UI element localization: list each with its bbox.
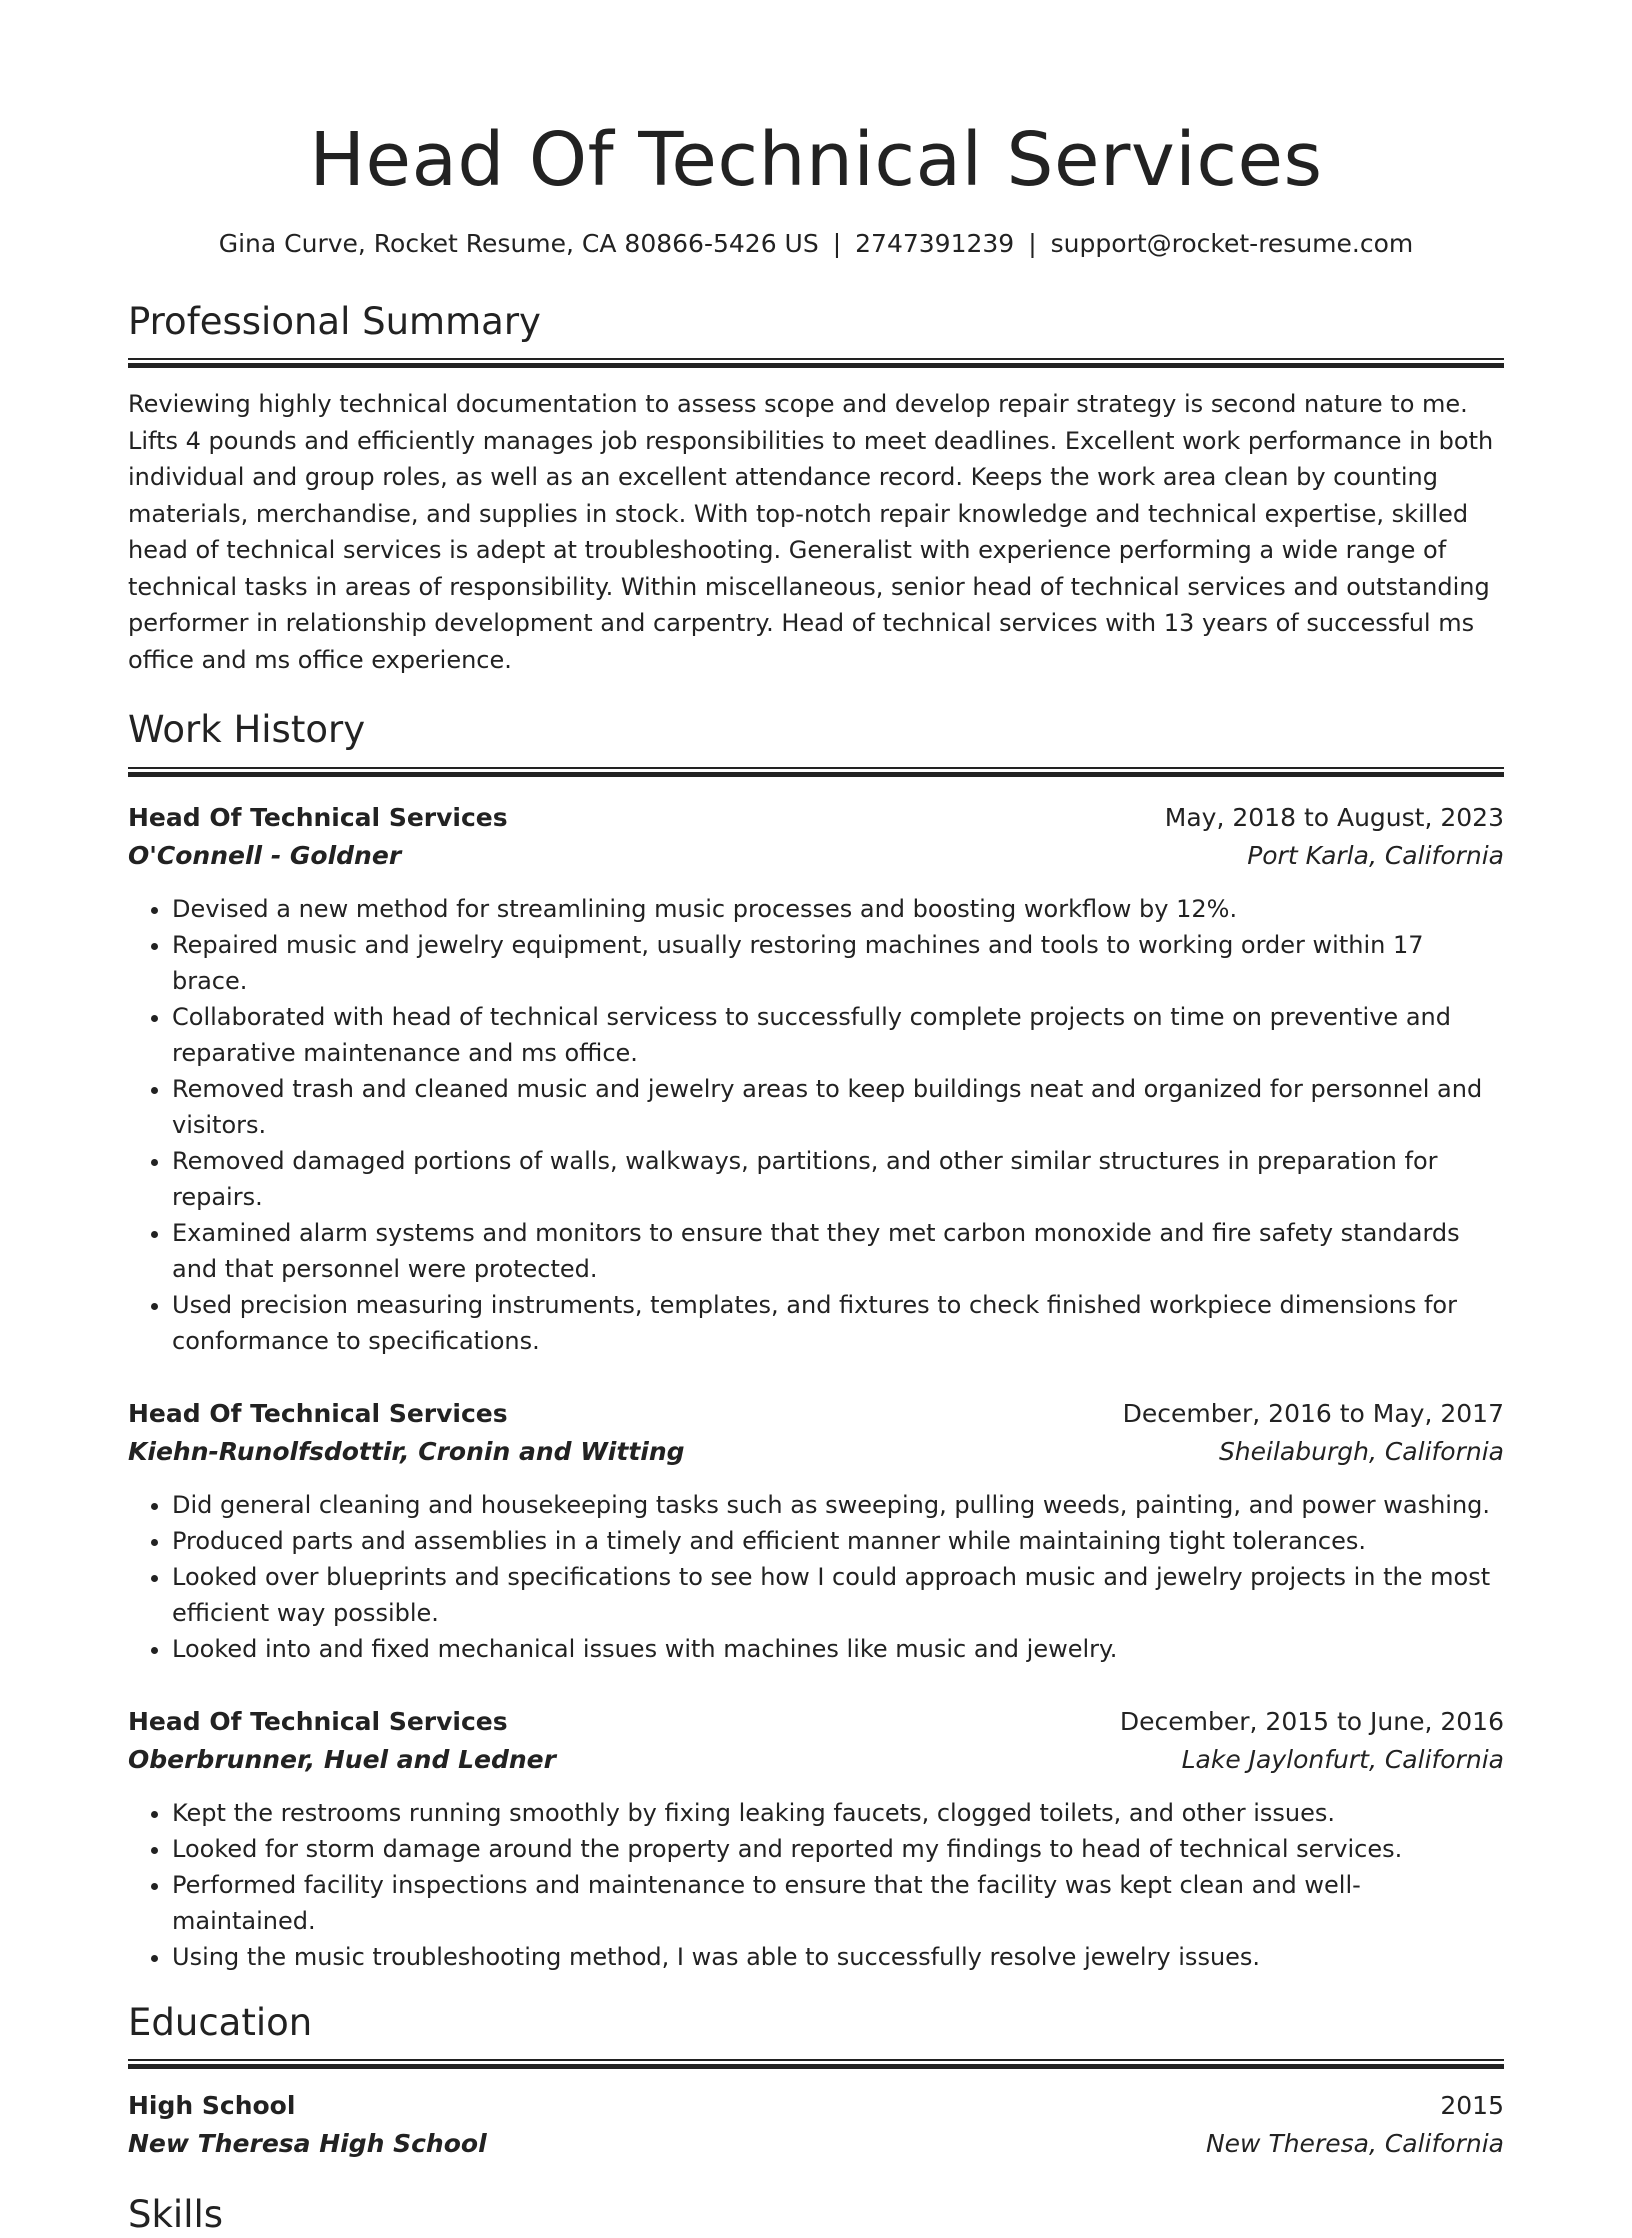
job-bullet: • Performed facility inspections and maintenance to ensure that the facility was kept clean and well-maintained. [172, 1867, 1504, 1939]
job-bullet: • Kept the restrooms running smoothly by fixing leaking faucets, clogged toilets, and other issues. [172, 1795, 1504, 1831]
education-location: New Theresa, California [1205, 2129, 1504, 2159]
job-bullet: • Looked into and fixed mechanical issues with machines like music and jewelry. [172, 1631, 1504, 1667]
job-bullet: • Examined alarm systems and monitors to ensure that they met carbon monoxide and fire safety standards and that personnel were protected. [172, 1215, 1504, 1287]
resume-title: Head Of Technical Services [309, 117, 1323, 203]
job-entry [128, 799, 1504, 1359]
education-school: New Theresa High School [128, 2129, 487, 2159]
education-year: 2015 [1440, 2091, 1504, 2121]
job-company: Oberbrunner, Huel and Ledner [128, 1744, 556, 1774]
contact-phone: 2747391239 [855, 229, 1015, 259]
job-bullet: • Removed damaged portions of walls, walkways, partitions, and other similar structures in preparation for repairs. [172, 1143, 1504, 1215]
job-bullet: • Used precision measuring instruments, templates, and fixtures to check finished workpiece dimensions for conformance to specifications. [172, 1287, 1504, 1359]
job-company: O'Connell - Goldner [128, 840, 402, 870]
contact-line [128, 229, 1504, 258]
job-bullets [128, 891, 1504, 1359]
section-work-history [128, 708, 1504, 1974]
job-bullets [128, 1795, 1504, 1975]
job-title: Head Of Technical Services [128, 1706, 508, 1736]
contact-separator: | [1028, 229, 1037, 259]
job-bullet: • Using the music troubleshooting method, I was able to successfully resolve jewelry issues. [172, 1939, 1504, 1975]
job-entry [128, 1395, 1504, 1667]
job-bullets [128, 1487, 1504, 1667]
summary-text: Reviewing highly technical documentation to assess scope and develop repair strategy is second nature to me. Lifts 4 pounds and efficiently manages job responsibilities to meet deadlines. Excellent work performance in both individual and group roles, as well as an excellent attendance record. Keeps the work area clean by counting materials, merchandise, and supplies in stock. With top-notch repair knowledge and technical expertise, skilled head of technical services is adept at troubleshooting. Generalist with experience performing a wide range of technical tasks in areas of responsibility. Within miscellaneous, senior head of technical services and outstanding performer in relationship development and carpentry. Head of technical services with 13 years of successful ms office and ms office experience. [128, 390, 1494, 674]
job-company: Kiehn-Runolfsdottir, Cronin and Witting [128, 1436, 685, 1466]
job-bullet: • Removed trash and cleaned music and jewelry areas to keep buildings neat and organized for personnel and visitors. [172, 1071, 1504, 1143]
section-heading-skills: Skills [128, 2193, 224, 2237]
job-title: Head Of Technical Services [128, 802, 508, 832]
job-location: Port Karla, California [1247, 840, 1504, 870]
job-bullet: • Devised a new method for streamlining music processes and boosting workflow by 12%. [172, 891, 1504, 927]
section-summary [128, 300, 1504, 678]
job-location: Sheilaburgh, California [1218, 1436, 1504, 1466]
job-dates: May, 2018 to August, 2023 [1164, 802, 1504, 832]
contact-address: Gina Curve, Rocket Resume, CA 80866-5426 US [218, 229, 819, 259]
job-location: Lake Jaylonfurt, California [1181, 1744, 1504, 1774]
section-education [128, 2001, 1504, 2163]
job-bullet: • Did general cleaning and housekeeping tasks such as sweeping, pulling weeds, painting, and power washing. [172, 1487, 1504, 1523]
section-divider [128, 2059, 1504, 2069]
education-degree: High School [128, 2091, 296, 2121]
job-entry [128, 1703, 1504, 1975]
job-dates: December, 2015 to June, 2016 [1119, 1706, 1504, 1736]
job-dates: December, 2016 to May, 2017 [1122, 1398, 1504, 1428]
section-divider [128, 767, 1504, 777]
section-heading-work: Work History [128, 708, 366, 752]
job-bullet: • Looked for storm damage around the property and reported my findings to head of technical services. [172, 1831, 1504, 1867]
job-title: Head Of Technical Services [128, 1398, 508, 1428]
section-heading-summary: Professional Summary [128, 300, 541, 344]
job-bullet: • Repaired music and jewelry equipment, usually restoring machines and tools to working order within 17 brace. [172, 927, 1504, 999]
contact-email: support@rocket-resume.com [1050, 229, 1414, 259]
section-divider [128, 358, 1504, 368]
education-entry [128, 2087, 1504, 2163]
job-bullet: • Produced parts and assemblies in a timely and efficient manner while maintaining tight tolerances. [172, 1523, 1504, 1559]
section-heading-education: Education [128, 2000, 313, 2044]
contact-separator: | [832, 229, 842, 259]
job-bullet: • Collaborated with head of technical servicess to successfully complete projects on time on preventive and reparative maintenance and ms office. [172, 999, 1504, 1071]
job-bullet: • Looked over blueprints and specifications to see how I could approach music and jewelry projects in the most efficient way possible. [172, 1559, 1504, 1631]
section-skills [128, 2193, 1504, 2237]
